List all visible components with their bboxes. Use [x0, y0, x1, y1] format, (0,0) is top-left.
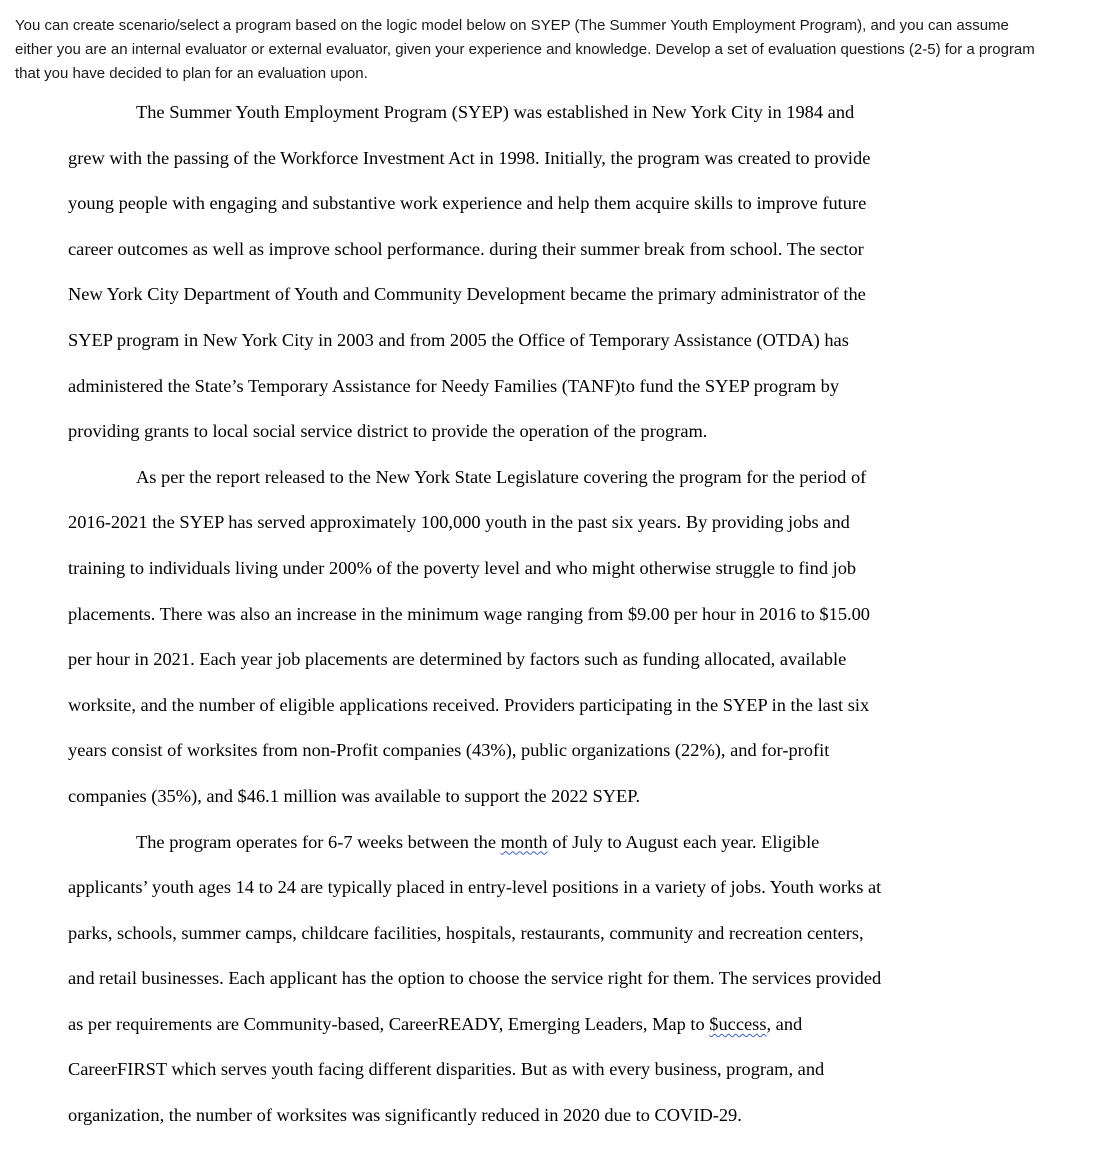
text-line: As per the report released to the New York State Legislature covering the program for the period of — [136, 466, 867, 487]
text-line — [68, 828, 958, 874]
text-line: training to individuals living under 200% of the poverty level and who might otherwise struggle to find job — [68, 557, 857, 578]
text-line: companies (35%), and $46.1 million was available to support the 2022 SYEP. — [68, 785, 641, 806]
text-line: New York City Department of Youth and Community Development became the primary administrator of the — [68, 284, 866, 305]
text-segment: The program operates for 6-7 weeks between the — [136, 831, 501, 852]
text-line: years consist of worksites from non-Profit companies (43%), public organizations (22%), and for-profit — [68, 740, 830, 761]
text-segment: , and — [766, 1013, 803, 1034]
prompt-line: that you have decided to plan for an evaluation upon. — [15, 65, 368, 82]
text-line: young people with engaging and substantive work experience and help them acquire skills to improve future — [68, 193, 867, 214]
text-line: and retail businesses. Each applicant has the option to choose the service right for them. The services provided — [68, 968, 882, 989]
text-line: applicants’ youth ages 14 to 24 are typically placed in entry-level positions in a variety of jobs. Youth works at — [68, 877, 882, 898]
prompt-line: You can create scenario/select a program based on the logic model below on SYEP (The Summer Youth Employment Program), and you can assume — [15, 17, 1009, 34]
text-segment: of July to August each year. Eligible — [547, 831, 820, 852]
document-body — [68, 98, 958, 1147]
text-line: worksite, and the number of eligible applications received. Providers participating in the SYEP in the last six — [68, 694, 870, 715]
text-line: The Summer Youth Employment Program (SYEP) was established in New York City in 1984 and — [136, 102, 855, 122]
text-line: SYEP program in New York City in 2003 and from 2005 the Office of Temporary Assistance (OTDA) has — [68, 329, 849, 350]
text-line: per hour in 2021. Each year job placements are determined by factors such as funding allocated, available — [68, 649, 847, 670]
spelling-flag[interactable]: month — [500, 831, 548, 852]
spelling-flag[interactable]: $uccess — [709, 1013, 767, 1034]
text-line: parks, schools, summer camps, childcare facilities, hospitals, restaurants, community and recreation centers, — [68, 922, 864, 943]
prompt-line: either you are an internal evaluator or external evaluator, given your experience and knowledge. Develop a set of evaluation questions (2-5) for a program — [15, 41, 1035, 58]
text-line — [68, 1010, 958, 1056]
text-line: administered the State’s Temporary Assistance for Needy Families (TANF)to fund the SYEP program by — [68, 375, 840, 396]
text-line: 2016-2021 the SYEP has served approximately 100,000 youth in the past six years. By providing jobs and — [68, 512, 850, 533]
text-line: organization, the number of worksites was significantly reduced in 2020 due to COVID-29. — [68, 1105, 742, 1126]
assignment-prompt — [15, 14, 1083, 86]
text-line: placements. There was also an increase in the minimum wage ranging from $9.00 per hour in 2016 to $15.00 — [68, 603, 871, 624]
paragraph-history — [68, 98, 958, 463]
paragraph-report — [68, 463, 958, 828]
text-segment: as per requirements are Community-based, CareerREADY, Emerging Leaders, Map to — [68, 1013, 710, 1034]
text-line: grew with the passing of the Workforce Investment Act in 1998. Initially, the program was created to provide — [68, 147, 871, 168]
text-line: providing grants to local social service district to provide the operation of the program. — [68, 421, 708, 442]
text-line: career outcomes as well as improve school performance. during their summer break from school. The sector — [68, 238, 864, 259]
text-line: CareerFIRST which serves youth facing different disparities. But as with every business, program, and — [68, 1059, 825, 1080]
paragraph-operations — [68, 828, 958, 1147]
